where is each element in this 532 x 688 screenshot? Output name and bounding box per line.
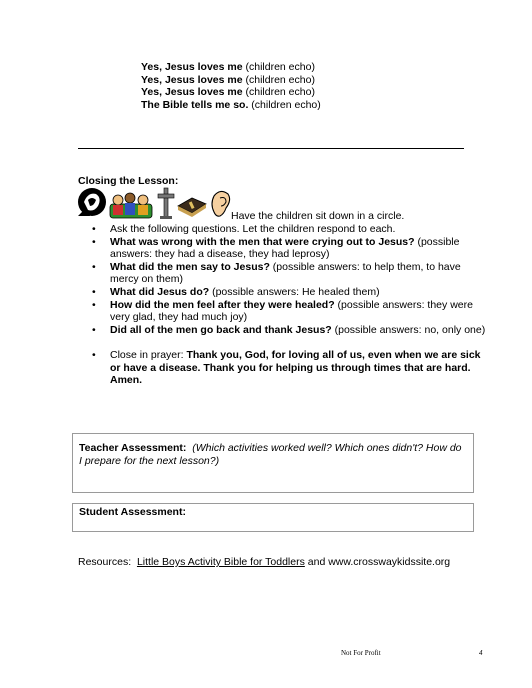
resources-label: Resources: <box>78 556 132 568</box>
activity-icons <box>74 186 234 220</box>
resources-rest: and www.crosswaykidssite.org <box>304 556 451 568</box>
bible-icon <box>178 198 206 217</box>
list-item: • Did all of the men go back and thank Jesus? (possible answers: no, only one) <box>92 324 492 337</box>
closing-intro: Have the children sit down in a circle. <box>231 210 405 222</box>
song-line: Yes, Jesus loves me (children echo) <box>141 73 315 86</box>
list-item: • What did Jesus do? (possible answers: He healed them) <box>92 286 492 299</box>
ear-icon <box>212 191 230 216</box>
children-group-icon <box>110 193 152 218</box>
teacher-assessment-box[interactable] <box>72 433 474 493</box>
resource-book-link[interactable]: Little Boys Activity Bible for Toddlers <box>136 556 305 568</box>
prayer-item: • Close in prayer: Thank you, God, for loving all of us, even when we are sick or have a disease. Thank you for helping us through times that are hard. Amen. <box>92 349 492 387</box>
student-assessment-box[interactable] <box>72 503 474 532</box>
section-divider <box>78 148 464 149</box>
list-item: • How did the men feel after they were healed? (possible answers: they were very glad, they had much joy) <box>92 299 492 324</box>
list-item: • What was wrong with the men that were crying out to Jesus? (possible answers: they had a disease, they had leprosy) <box>92 236 492 261</box>
student-assessment-label: Student Assessment: <box>79 506 186 518</box>
resources-line <box>78 556 450 569</box>
list-item: • Ask the following questions. Let the children respond to each. <box>92 223 492 236</box>
song-line: Yes, Jesus loves me (children echo) <box>141 61 315 73</box>
praying-head-icon <box>78 188 106 216</box>
teacher-assessment-label: Teacher Assessment: <box>79 442 187 454</box>
cross-icon <box>158 188 174 219</box>
teacher-assessment-note: (Which activities worked well? Which ones didn't? How do I prepare for the next lesson?) <box>79 442 462 467</box>
list-item: • What did the men say to Jesus? (possible answers: to help them, to have mercy on them) <box>92 261 492 286</box>
closing-heading: Closing the Lesson: <box>78 175 179 187</box>
song-line: Yes, Jesus loves me (children echo) <box>141 86 315 99</box>
song-line: The Bible tells me so. (children echo) <box>141 98 321 111</box>
song-lyrics <box>141 61 441 111</box>
question-list <box>92 223 492 387</box>
footer-note: Not For Profit <box>341 649 381 657</box>
page-number: 4 <box>479 649 483 657</box>
